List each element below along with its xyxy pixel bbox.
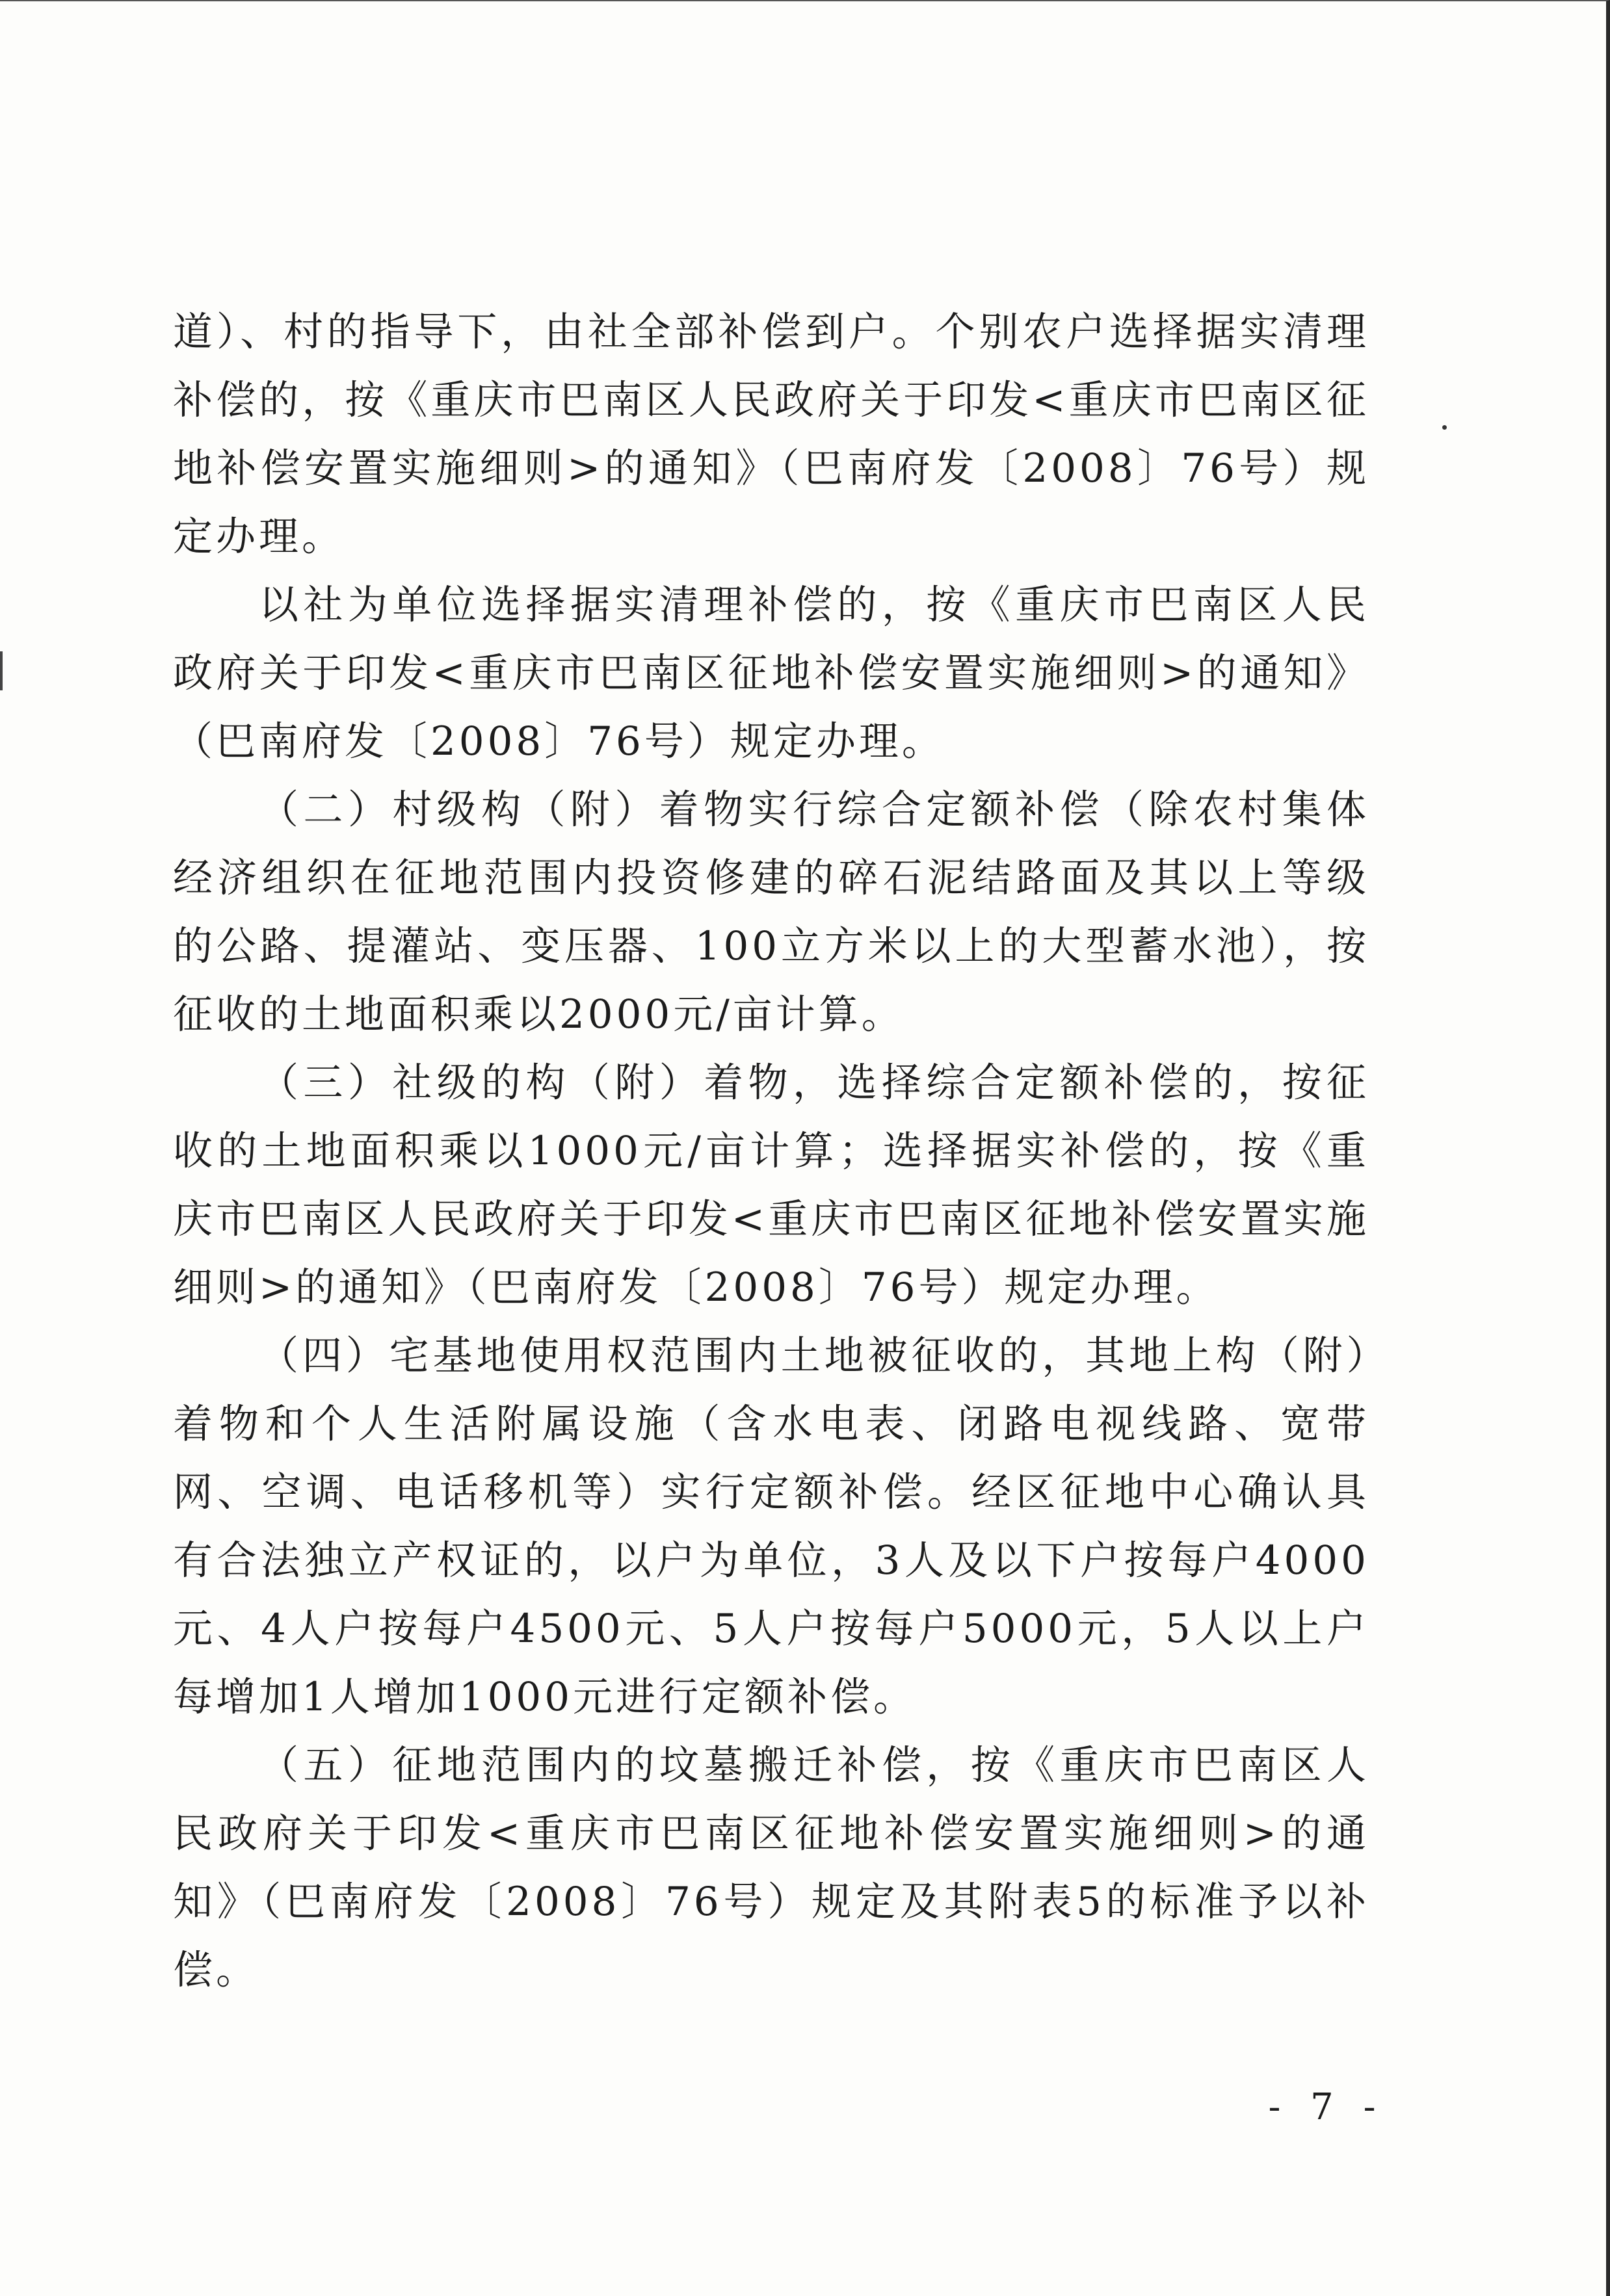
scan-edge-mark: [0, 651, 3, 690]
paragraph-collective-settlement: 以社为单位选择据实清理补偿的，按《重庆市巴南区人民政府关于印发<重庆市巴南区征地补偿安置实施细则>的通知》（巴南府发〔2008〕76号）规定办理。: [173, 582, 1369, 764]
scan-speck: [1442, 425, 1447, 430]
paragraph-item-3: （三）社级的构（附）着物，选择综合定额补偿的，按征收的土地面积乘以1000元/亩计算；选择据实补偿的，按《重庆市巴南区人民政府关于印发<重庆市巴南区征地补偿安置实施细则>的通知》（巴南府发〔2008〕76号）规定办理。: [173, 1060, 1369, 1311]
paragraph-item-4: （四）宅基地使用权范围内土地被征收的，其地上构（附）着物和个人生活附属设施（含水电表、闭路电视线路、宽带网、空调、电话移机等）实行定额补偿。经区征地中心确认具有合法独立产权证的，以户为单位，3人及以下户按每户4000元、4人户按每户4500元、5人户按每户5000元，5人以上户每增加1人增加1000元进行定额补偿。: [173, 1333, 1369, 1720]
paragraph-item-5: （五）征地范围内的坟墓搬迁补偿，按《重庆市巴南区人民政府关于印发<重庆市巴南区征地补偿安置实施细则>的通知》（巴南府发〔2008〕76号）规定及其附表5的标准予以补偿。: [173, 1742, 1369, 1993]
paragraph-item-2: （二）村级构（附）着物实行综合定额补偿（除农村集体经济组织在征地范围内投资修建的碎石泥结路面及其以上等级的公路、提灌站、变压器、100立方米以上的大型蓄水池），按征收的土地面积乘以2000元/亩计算。: [173, 787, 1369, 1037]
paragraph-continuation: 道）、村的指导下，由社全部补偿到户。个别农户选择据实清理补偿的，按《重庆市巴南区人民政府关于印发<重庆市巴南区征地补偿安置实施细则>的通知》（巴南府发〔2008〕76号）规定办理。: [173, 309, 1369, 560]
page-number: - 7 -: [1268, 2086, 1385, 2128]
body-text: [173, 298, 1369, 2004]
